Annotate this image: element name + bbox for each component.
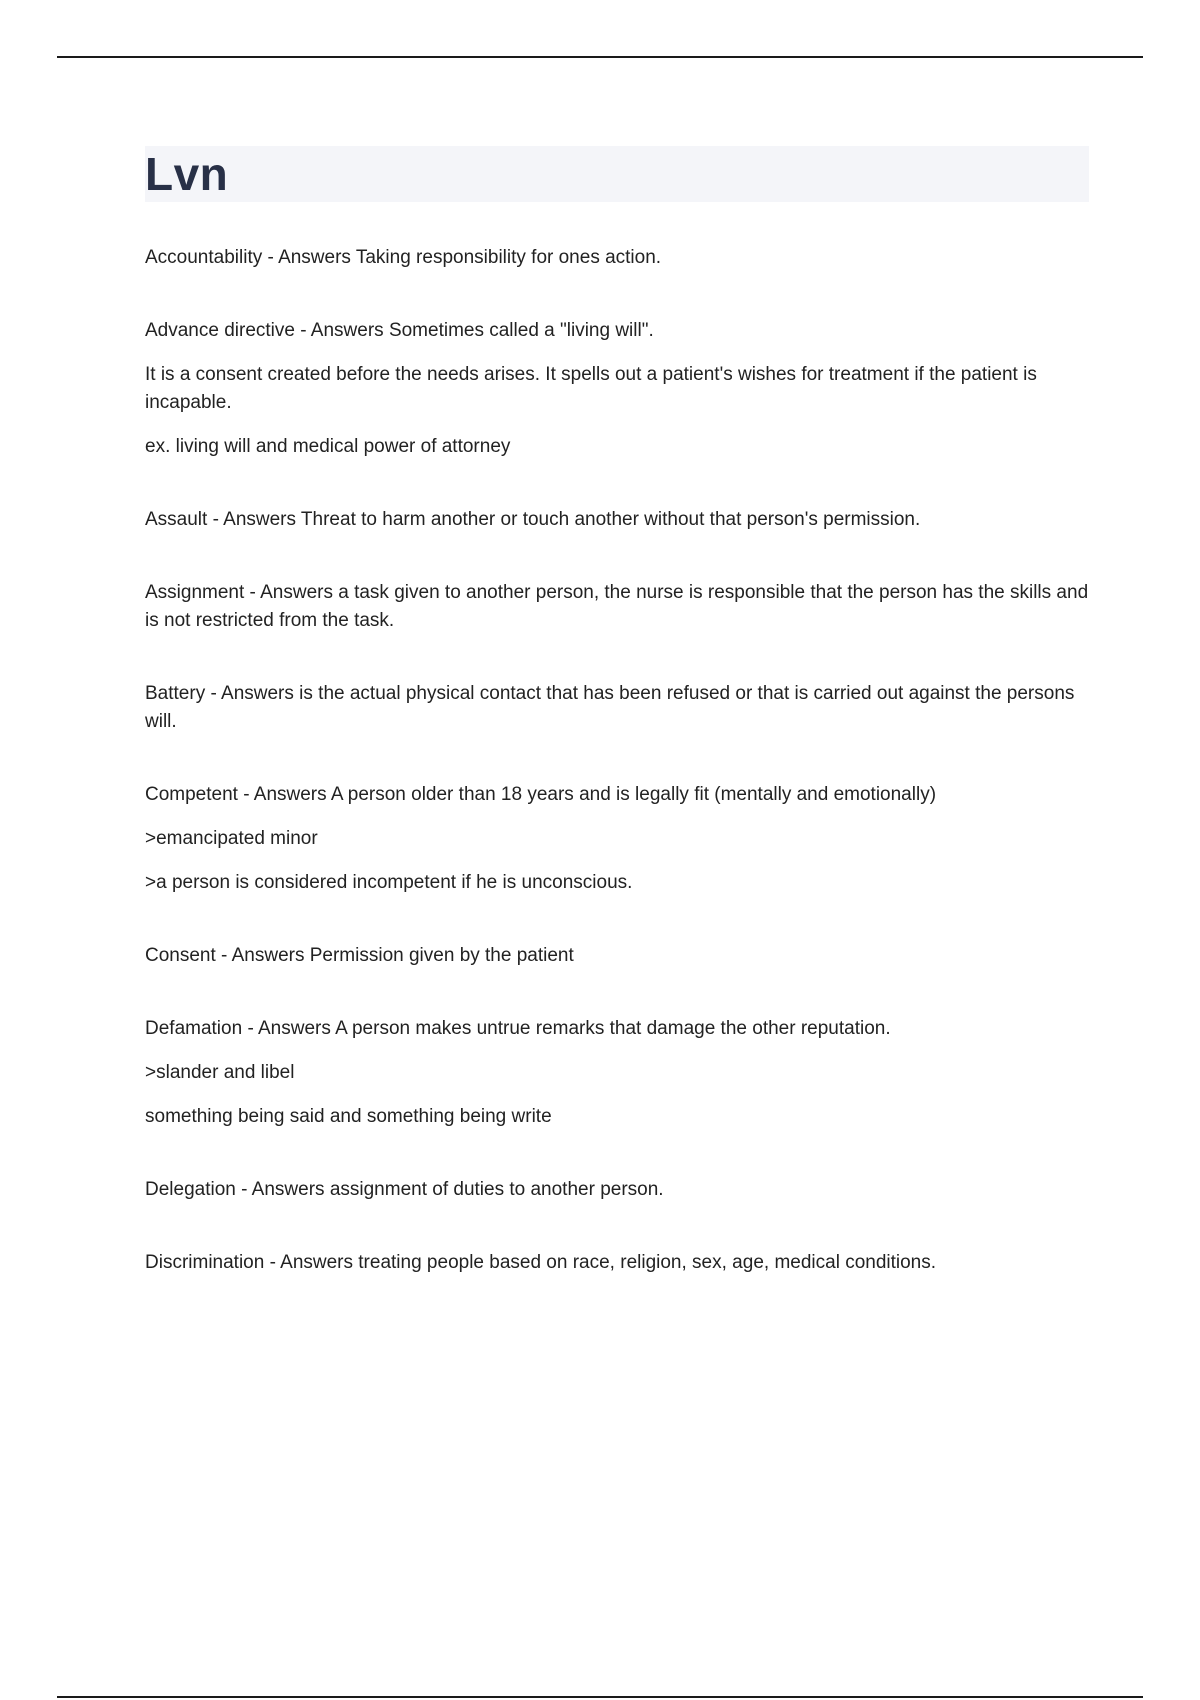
- entry-assignment: [145, 579, 1089, 635]
- entry-line: Accountability - Answers Taking responsibility for ones action.: [145, 247, 662, 268]
- entry-line: Advance directive - Answers Sometimes called a "living will".: [145, 320, 654, 341]
- entry-line: Competent - Answers A person older than 18 years and is legally fit (mentally and emotionally): [145, 784, 937, 805]
- entry-delegation: [145, 1176, 1089, 1204]
- entry-line: Discrimination - Answers treating people based on race, religion, sex, age, medical conditions.: [145, 1252, 937, 1273]
- top-rule: [57, 56, 1143, 58]
- entry-line: Assignment - Answers a task given to another person, the nurse is responsible that the person has the skills and is not restricted from the task.: [145, 582, 1089, 631]
- entry-line: Consent - Answers Permission given by the patient: [145, 945, 574, 966]
- entry-defamation: [145, 1015, 1089, 1131]
- entry-list: [145, 244, 1089, 1322]
- bottom-rule: [57, 1696, 1143, 1698]
- entry-line: something being said and something being write: [145, 1106, 552, 1127]
- entry-consent: [145, 942, 1089, 970]
- entry-discrimination: [145, 1249, 1089, 1277]
- title-band: [145, 146, 1089, 202]
- entry-line: >emancipated minor: [145, 828, 318, 849]
- entry-line: Defamation - Answers A person makes untrue remarks that damage the other reputation.: [145, 1018, 891, 1039]
- entry-battery: [145, 680, 1089, 736]
- entry-line: >slander and libel: [145, 1062, 295, 1083]
- entry-assault: [145, 506, 1089, 534]
- entry-line: It is a consent created before the needs arises. It spells out a patient's wishes for treatment if the patient is incapable.: [145, 364, 1037, 413]
- page-title: Lvn: [145, 148, 229, 200]
- entry-advance-directive: [145, 317, 1089, 461]
- entry-accountability: [145, 244, 1089, 272]
- entry-line: Delegation - Answers assignment of duties to another person.: [145, 1179, 664, 1200]
- entry-line: >a person is considered incompetent if he is unconscious.: [145, 872, 633, 893]
- entry-line: Battery - Answers is the actual physical contact that has been refused or that is carried out against the persons will.: [145, 683, 1075, 732]
- entry-line: Assault - Answers Threat to harm another or touch another without that person's permission.: [145, 509, 921, 530]
- entry-line: ex. living will and medical power of attorney: [145, 436, 511, 457]
- entry-competent: [145, 781, 1089, 897]
